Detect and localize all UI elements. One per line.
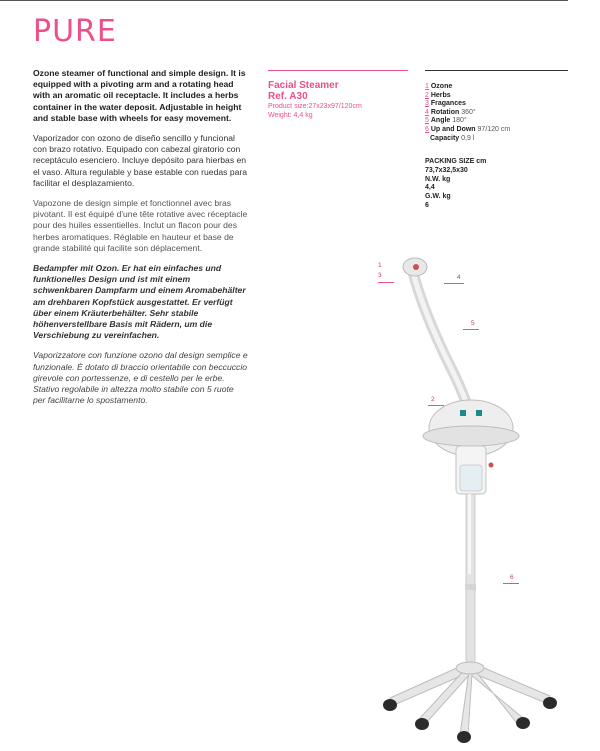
product-info <box>268 80 418 120</box>
callout-1: 1 <box>378 262 382 269</box>
feature-label: Fragances <box>430 100 466 108</box>
packing-title: PACKING SIZE cm <box>425 158 487 165</box>
gross-weight-label: G.W. kg <box>425 193 451 201</box>
feature-row <box>425 83 575 92</box>
description-de: Bedampfer mit Ozon. Er hat ein einfaches und funktionelles Design und ist mit einem schwenkbaren Dampfarm und einem Aromabehälter am drehbaren Kopfstück ausgestattet. Er verfügt über einem Kräuterbehälter. Sehr stabile höhenverstellbare Basis mit Rädern, um die Verschiebung zu vereinfachen. <box>33 263 246 341</box>
feature-number: 4 <box>425 108 429 116</box>
feature-row <box>425 100 575 109</box>
feature-row <box>425 135 575 144</box>
feature-label: Rotation <box>430 108 460 116</box>
feature-label: Ozone <box>430 83 453 90</box>
packing-size: 73,7x32,5x30 <box>425 166 468 174</box>
product-weight: Weight: 4,4 kg <box>268 112 313 119</box>
feature-label: Capacity <box>430 134 460 142</box>
gross-weight: 6 <box>425 201 429 209</box>
feature-row <box>425 126 575 135</box>
description-it: Vaporizzatore con funzione ozono dal design semplice e funzionale. È dotato di braccio orientabile con beccuccio girevole con portessenze, e di cestello per le erbe. Stativo regolabile in altezza molto stabile con 5 ruote per facilitarne lo spostamento. <box>33 350 248 406</box>
product-size: Product size:27x23x97/120cm <box>268 103 362 110</box>
description-fr: Vapozone de design simple et fonctionnel avec bras pivotant. Il est équipé d'une tête rotative avec réceptacle pour des huiles essentielles. Inclut un flacon pour des herbes aromatiques. Réglable en hauteur et base de grande stabilité qui facilite son déplacement. <box>33 198 248 253</box>
callout-3: 3 <box>378 272 382 279</box>
feature-number: 6 <box>425 125 429 133</box>
product-name: Facial Steamer <box>268 80 339 91</box>
features-rule <box>425 70 568 71</box>
product-ref: Ref. A30 <box>268 91 308 102</box>
feature-row <box>425 92 575 101</box>
packing-info <box>425 158 575 211</box>
feature-row <box>425 117 575 126</box>
feature-number: 1 <box>425 83 429 90</box>
feature-label: Angle <box>430 117 451 125</box>
callout-5: 5 <box>471 320 475 327</box>
net-weight: 4,4 <box>425 184 435 192</box>
feature-label: Up and Down <box>430 125 476 133</box>
facial-steamer-illustration <box>360 250 580 745</box>
features-list <box>425 83 575 143</box>
feature-number: 2 <box>425 91 429 99</box>
description-column <box>33 68 248 415</box>
feature-value: 180° <box>452 117 467 125</box>
feature-label: Herbs <box>430 91 451 99</box>
feature-value: 97/120 cm <box>477 125 511 133</box>
callout-6: 6 <box>510 574 514 581</box>
top-rule <box>0 0 568 1</box>
feature-value: 0,9 l <box>461 134 475 142</box>
product-rule <box>268 70 408 71</box>
brand-title: PURE <box>33 14 117 49</box>
feature-number: 5 <box>425 117 429 125</box>
description-es: Vaporizador con ozono de diseño sencillo y funcional con brazo rotativo. Equipado con cabezal giratorio con receptáculo esenciero. Incluye depósito para hierbas en el vaso. Altura regulable y base estable con ruedas para facilitar el desplazamiento. <box>33 133 248 188</box>
description-en: Ozone steamer of functional and simple design. It is equipped with a pivoting arm and a rotating head with an aromatic oil receptacle. It includes a herbs container in the water deposit. Adjustable in height and stable base with wheels for easy movement. <box>33 68 246 123</box>
callout-4: 4 <box>457 274 461 281</box>
feature-value: 360° <box>461 108 476 116</box>
feature-number: 3 <box>425 100 429 108</box>
net-weight-label: N.W. kg <box>425 175 451 183</box>
callout-2: 2 <box>431 396 435 403</box>
